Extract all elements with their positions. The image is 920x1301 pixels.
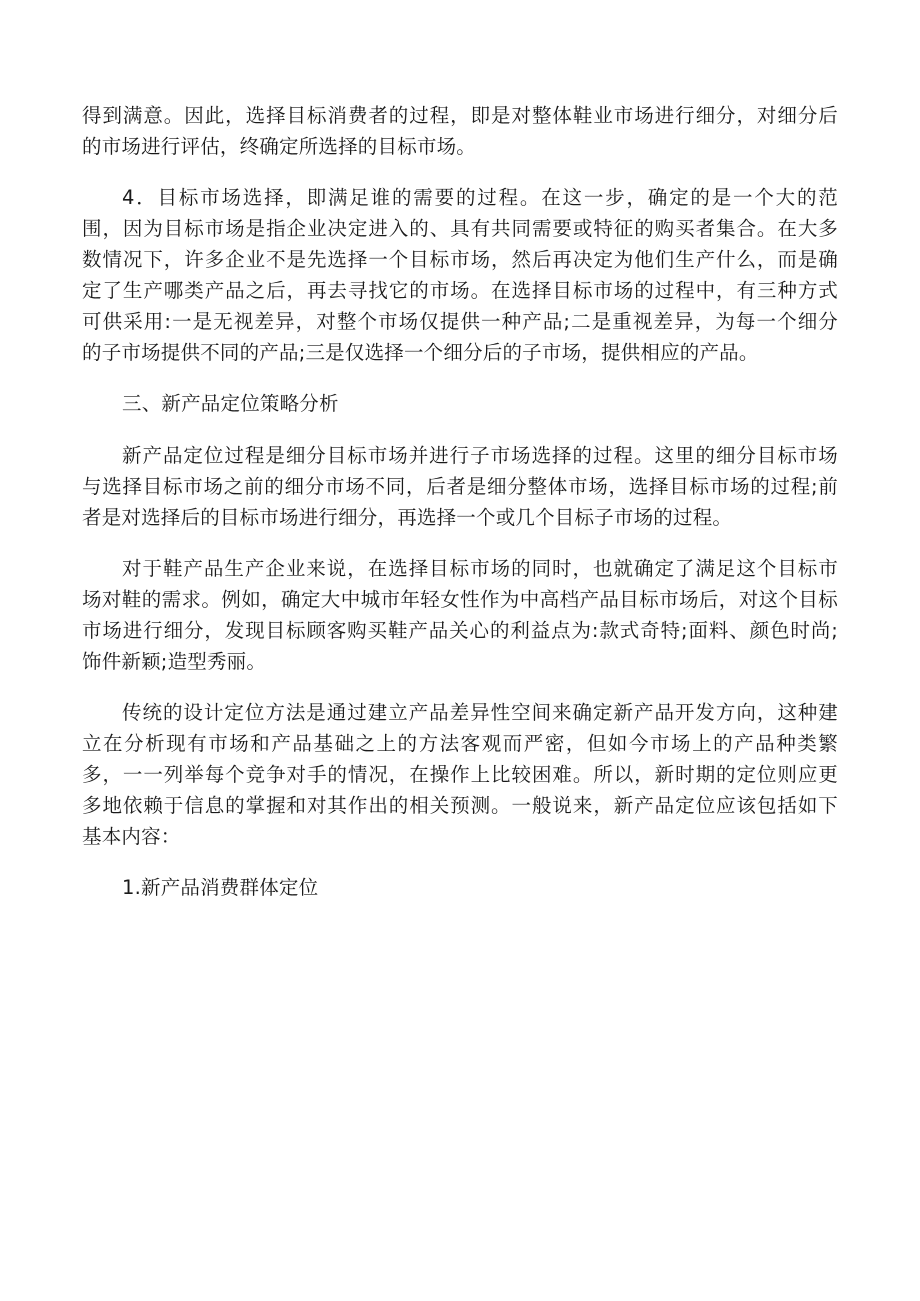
text-line: 4．目标市场选择，即满足谁的需要的过程。在这一步，确定的是一个大的范 <box>122 186 838 209</box>
text-line: 围，因为目标市场是指企业决定进入的、具有共同需要或特征的购买者集合。在大多 <box>82 217 838 240</box>
text-line: 数情况下，许多企业不是先选择一个目标市场，然后再决定为他们生产什么，而是确 <box>82 248 838 271</box>
text-line: 者是对选择后的目标市场进行细分，再选择一个或几个目标子市场的过程。 <box>82 506 733 529</box>
text-line: 对于鞋产品生产企业来说，在选择目标市场的同时，也就确定了满足这个目标市 <box>122 557 838 580</box>
text-line: 与选择目标市场之前的细分市场不同，后者是细分整体市场，选择目标市场的过程;前 <box>82 475 838 498</box>
paragraph-target-consumer-summary <box>82 100 838 162</box>
subsection-heading-text: 1.新产品消费群体定位 <box>122 876 319 899</box>
text-line: 立在分析现有市场和产品基础之上的方法客观而严密，但如今市场上的产品种类繁 <box>82 732 838 755</box>
text-line: 基本内容： <box>82 825 181 848</box>
subsection-heading <box>82 872 838 903</box>
text-line: 饰件新颖;造型秀丽。 <box>82 650 267 673</box>
text-line: 多，一一列举每个竞争对手的情况，在操作上比较困难。所以，新时期的定位则应更 <box>82 763 838 786</box>
text-line: 场对鞋的需求。例如，确定大中城市年轻女性作为中高档产品目标市场后，对这个目标 <box>82 588 838 611</box>
text-line: 可供采用:一是无视差异，对整个市场仅提供一种产品;二是重视差异，为每一个细分 <box>82 310 838 333</box>
paragraph-positioning-process <box>82 440 838 533</box>
text-line: 的子市场提供不同的产品;三是仅选择一个细分后的子市场，提供相应的产品。 <box>82 341 759 364</box>
text-line: 市场进行细分，发现目标顾客购买鞋产品关心的利益点为:款式奇特;面料、颜色时尚; <box>82 619 838 642</box>
document-body <box>82 100 838 924</box>
paragraph-target-market-selection <box>82 182 838 368</box>
text-line: 的市场进行评估，终确定所选择的目标市场。 <box>82 135 477 158</box>
paragraph-shoe-enterprise <box>82 553 838 677</box>
section-heading-text: 三、新产品定位策略分析 <box>122 392 339 415</box>
text-line: 传统的设计定位方法是通过建立产品差异性空间来确定新产品开发方向，这种建 <box>122 701 838 724</box>
text-line: 多地依赖于信息的掌握和对其作出的相关预测。一般说来，新产品定位应该包括如下 <box>82 794 838 817</box>
section-heading <box>82 388 838 419</box>
text-line: 得到满意。因此，选择目标消费者的过程，即是对整体鞋业市场进行细分，对细分后 <box>82 104 838 127</box>
text-line: 新产品定位过程是细分目标市场并进行子市场选择的过程。这里的细分目标市场 <box>122 444 838 467</box>
paragraph-traditional-design <box>82 697 838 852</box>
text-line: 定了生产哪类产品之后，再去寻找它的市场。在选择目标市场的过程中，有三种方式 <box>82 279 838 302</box>
